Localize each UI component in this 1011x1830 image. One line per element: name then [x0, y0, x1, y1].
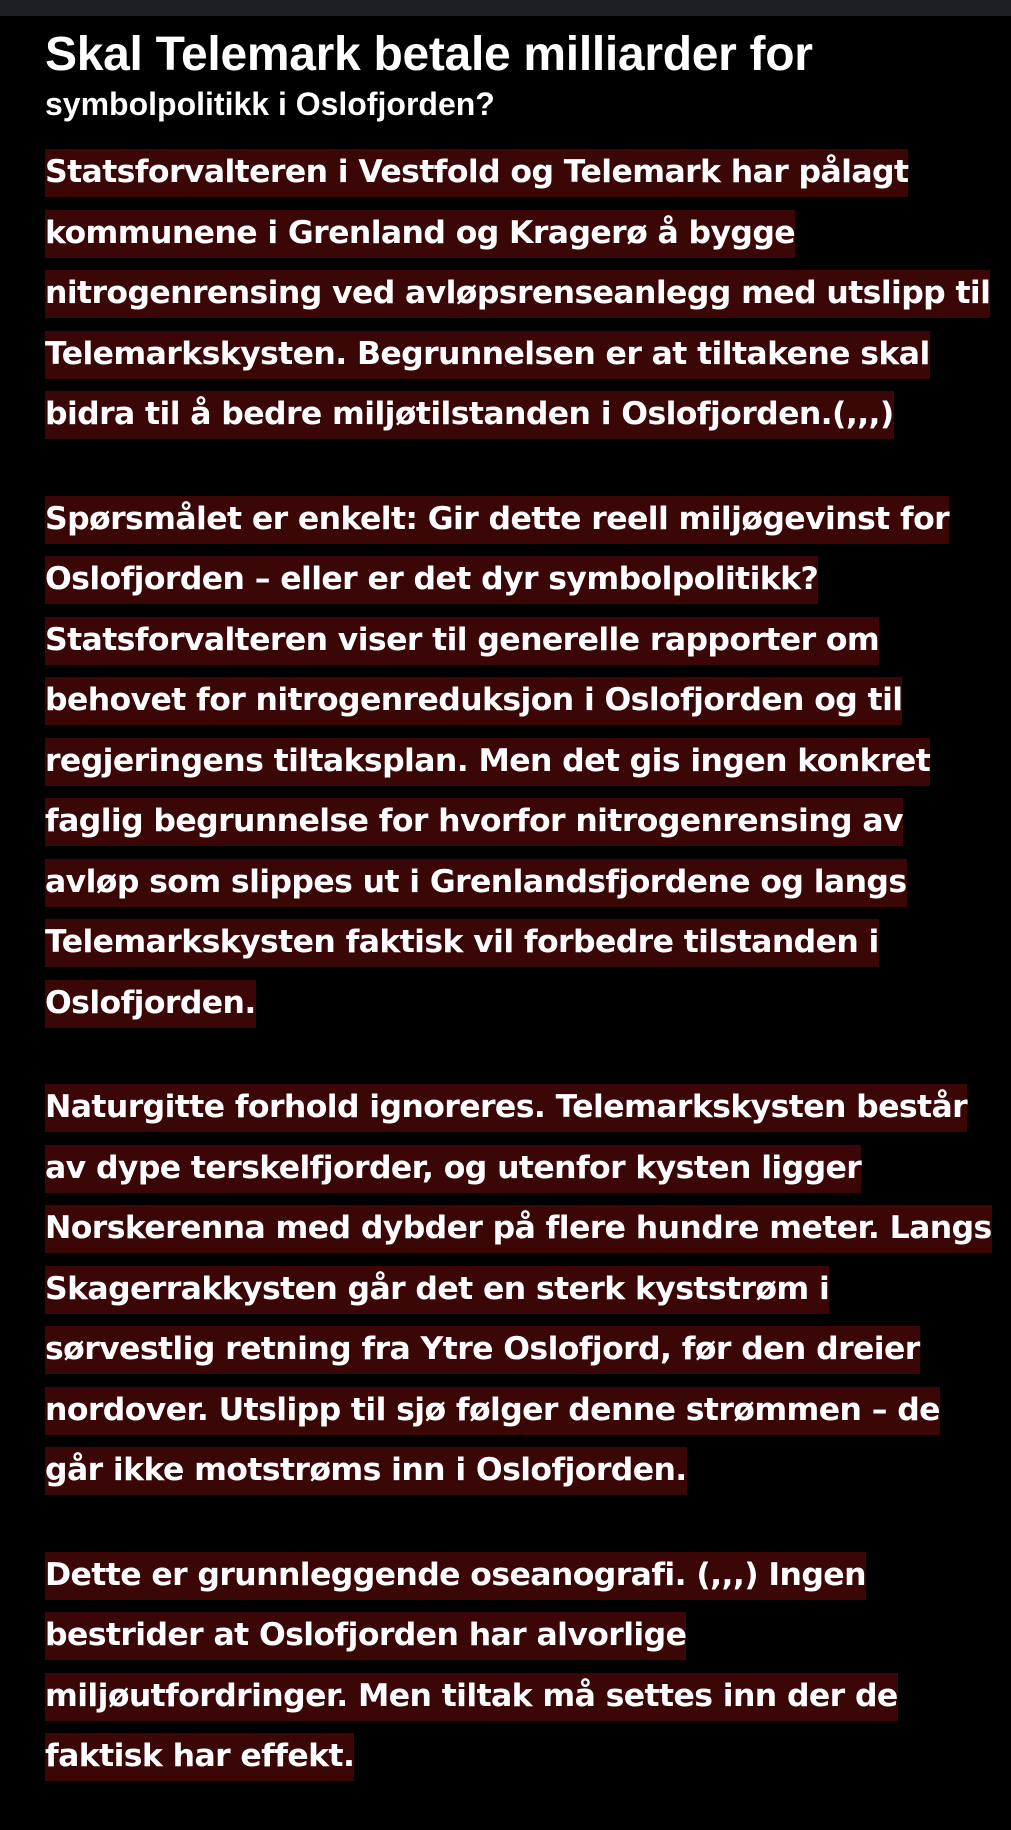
article-title: Skal Telemark betale milliarder for: [45, 28, 813, 81]
paragraph-2: [45, 489, 995, 1034]
highlighted-text[interactable]: Statsforvalteren i Vestfold og Telemark har pålagt kommunene i Grenland og Kragerø å bygge nitrogenrensing ved avløpsrenseanlegg med utslipp til Telemarkskysten. Begrunnelsen er at tiltakene skal bidra til å bedre miljøtilstanden i Oslofjorden.(,,,): [45, 149, 990, 439]
paragraph-1: [45, 142, 995, 445]
article-body: [45, 142, 995, 1787]
highlighted-text[interactable]: Dette er grunnleggende oseanografi. (,,,) Ingen bestrider at Oslofjorden har alvorlige miljøutfordringer. Men tiltak må settes inn der de faktisk har effekt.: [45, 1552, 898, 1782]
article-subtitle: symbolpolitikk i Oslofjorden?: [45, 86, 495, 122]
article: [45, 26, 995, 1787]
paragraph-4: [45, 1545, 995, 1787]
highlighted-text[interactable]: Spørsmålet er enkelt: Gir dette reell miljøgevinst for Oslofjorden – eller er det dyr symbolpolitikk? Statsforvalteren viser til generelle rapporter om behovet for nitrogenreduksjon i Oslofjorden og til regjeringens tiltaksplan. Men det gis ingen konkret faglig begrunnelse for hvorfor nitrogenrensing av avløp som slippes ut i Grenlandsfjordene og langs Telemarkskysten faktisk vil forbedre tilstanden i Oslofjorden.: [45, 496, 949, 1028]
highlighted-text[interactable]: Naturgitte forhold ignoreres. Telemarkskysten består av dype terskelfjorder, og utenfor kysten ligger Norskerenna med dybder på flere hundre meter. Langs Skagerrakkysten går det en sterk kyststrøm i sørvestlig retning fra Ytre Oslofjord, før den dreier nordover. Utslipp til sjø følger denne strømmen – de går ikke motstrøms inn i Oslofjorden.: [45, 1084, 992, 1495]
paragraph-3: [45, 1077, 995, 1501]
top-status-bar: [0, 0, 1011, 16]
